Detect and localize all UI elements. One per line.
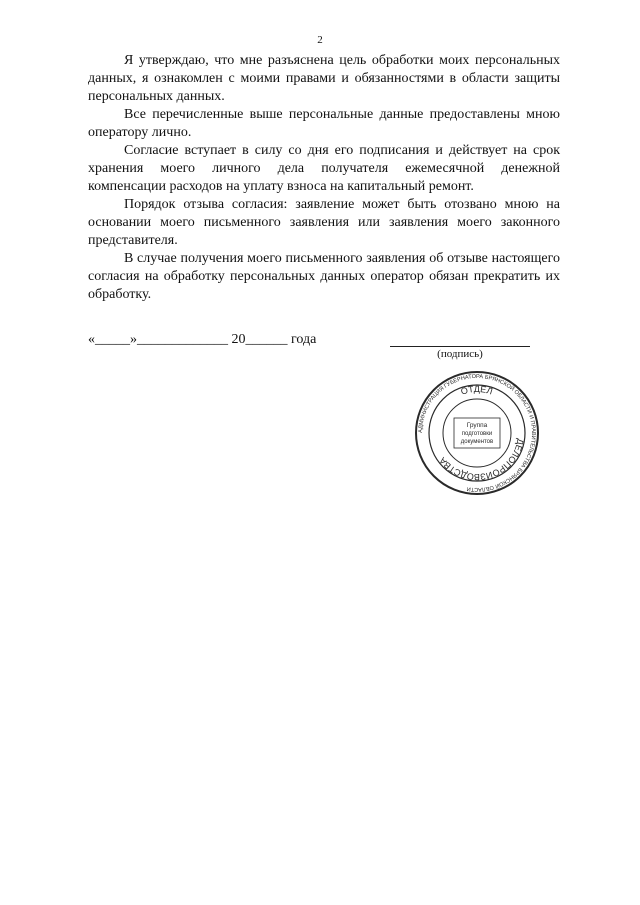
- department-stamp: [414, 370, 540, 496]
- signature-line: [390, 346, 530, 347]
- stamp-center-line-2: подготовки: [461, 431, 493, 437]
- document-body: [88, 52, 560, 304]
- stamp-outer-text: АДМИНИСТРАЦИЯ ГУБЕРНАТОРА БРЯНСКОЙ ОБЛАСТИ И ПРАВИТЕЛЬСТВА БРЯНСКОЙ ОБЛАСТИ: [417, 373, 537, 493]
- stamp-center-line-3: документов: [460, 439, 494, 445]
- stamp-inner-top-text: ОТДЕЛ: [459, 383, 494, 397]
- paragraph-validity: Согласие вступает в силу со дня его подписания и действует на срок хранения моего личного дела получателя ежемесячной денежной компенсации расходов на уплату взноса на капитальный ремонт.: [88, 143, 560, 194]
- stamp-inner-ring-text: ДЕЛОПРОИЗВОДСТВА: [437, 437, 526, 483]
- page-number: 2: [317, 34, 323, 46]
- paragraph-consent-purpose: Я утверждаю, что мне разъяснена цель обработки моих персональных данных, я ознакомлен с моими правами и обязанностями в области защиты персональных данных.: [88, 53, 560, 104]
- paragraph-termination: В случае получения моего письменного заявления об отзыве настоящего согласия на обработку персональных данных оператор обязан прекратить их обработку.: [88, 251, 560, 302]
- paragraph-revocation: Порядок отзыва согласия: заявление может быть отозвано мною на основании моего письменного заявления или заявления моего законного представителя.: [88, 197, 560, 248]
- stamp-center-line-1: Группа: [466, 422, 488, 429]
- paragraph-data-provided: Все перечисленные выше персональные данные предоставлены мною оператору лично.: [88, 107, 560, 140]
- signature-caption: (подпись): [437, 348, 483, 360]
- date-line: «_____»_____________ 20______ года: [88, 332, 317, 347]
